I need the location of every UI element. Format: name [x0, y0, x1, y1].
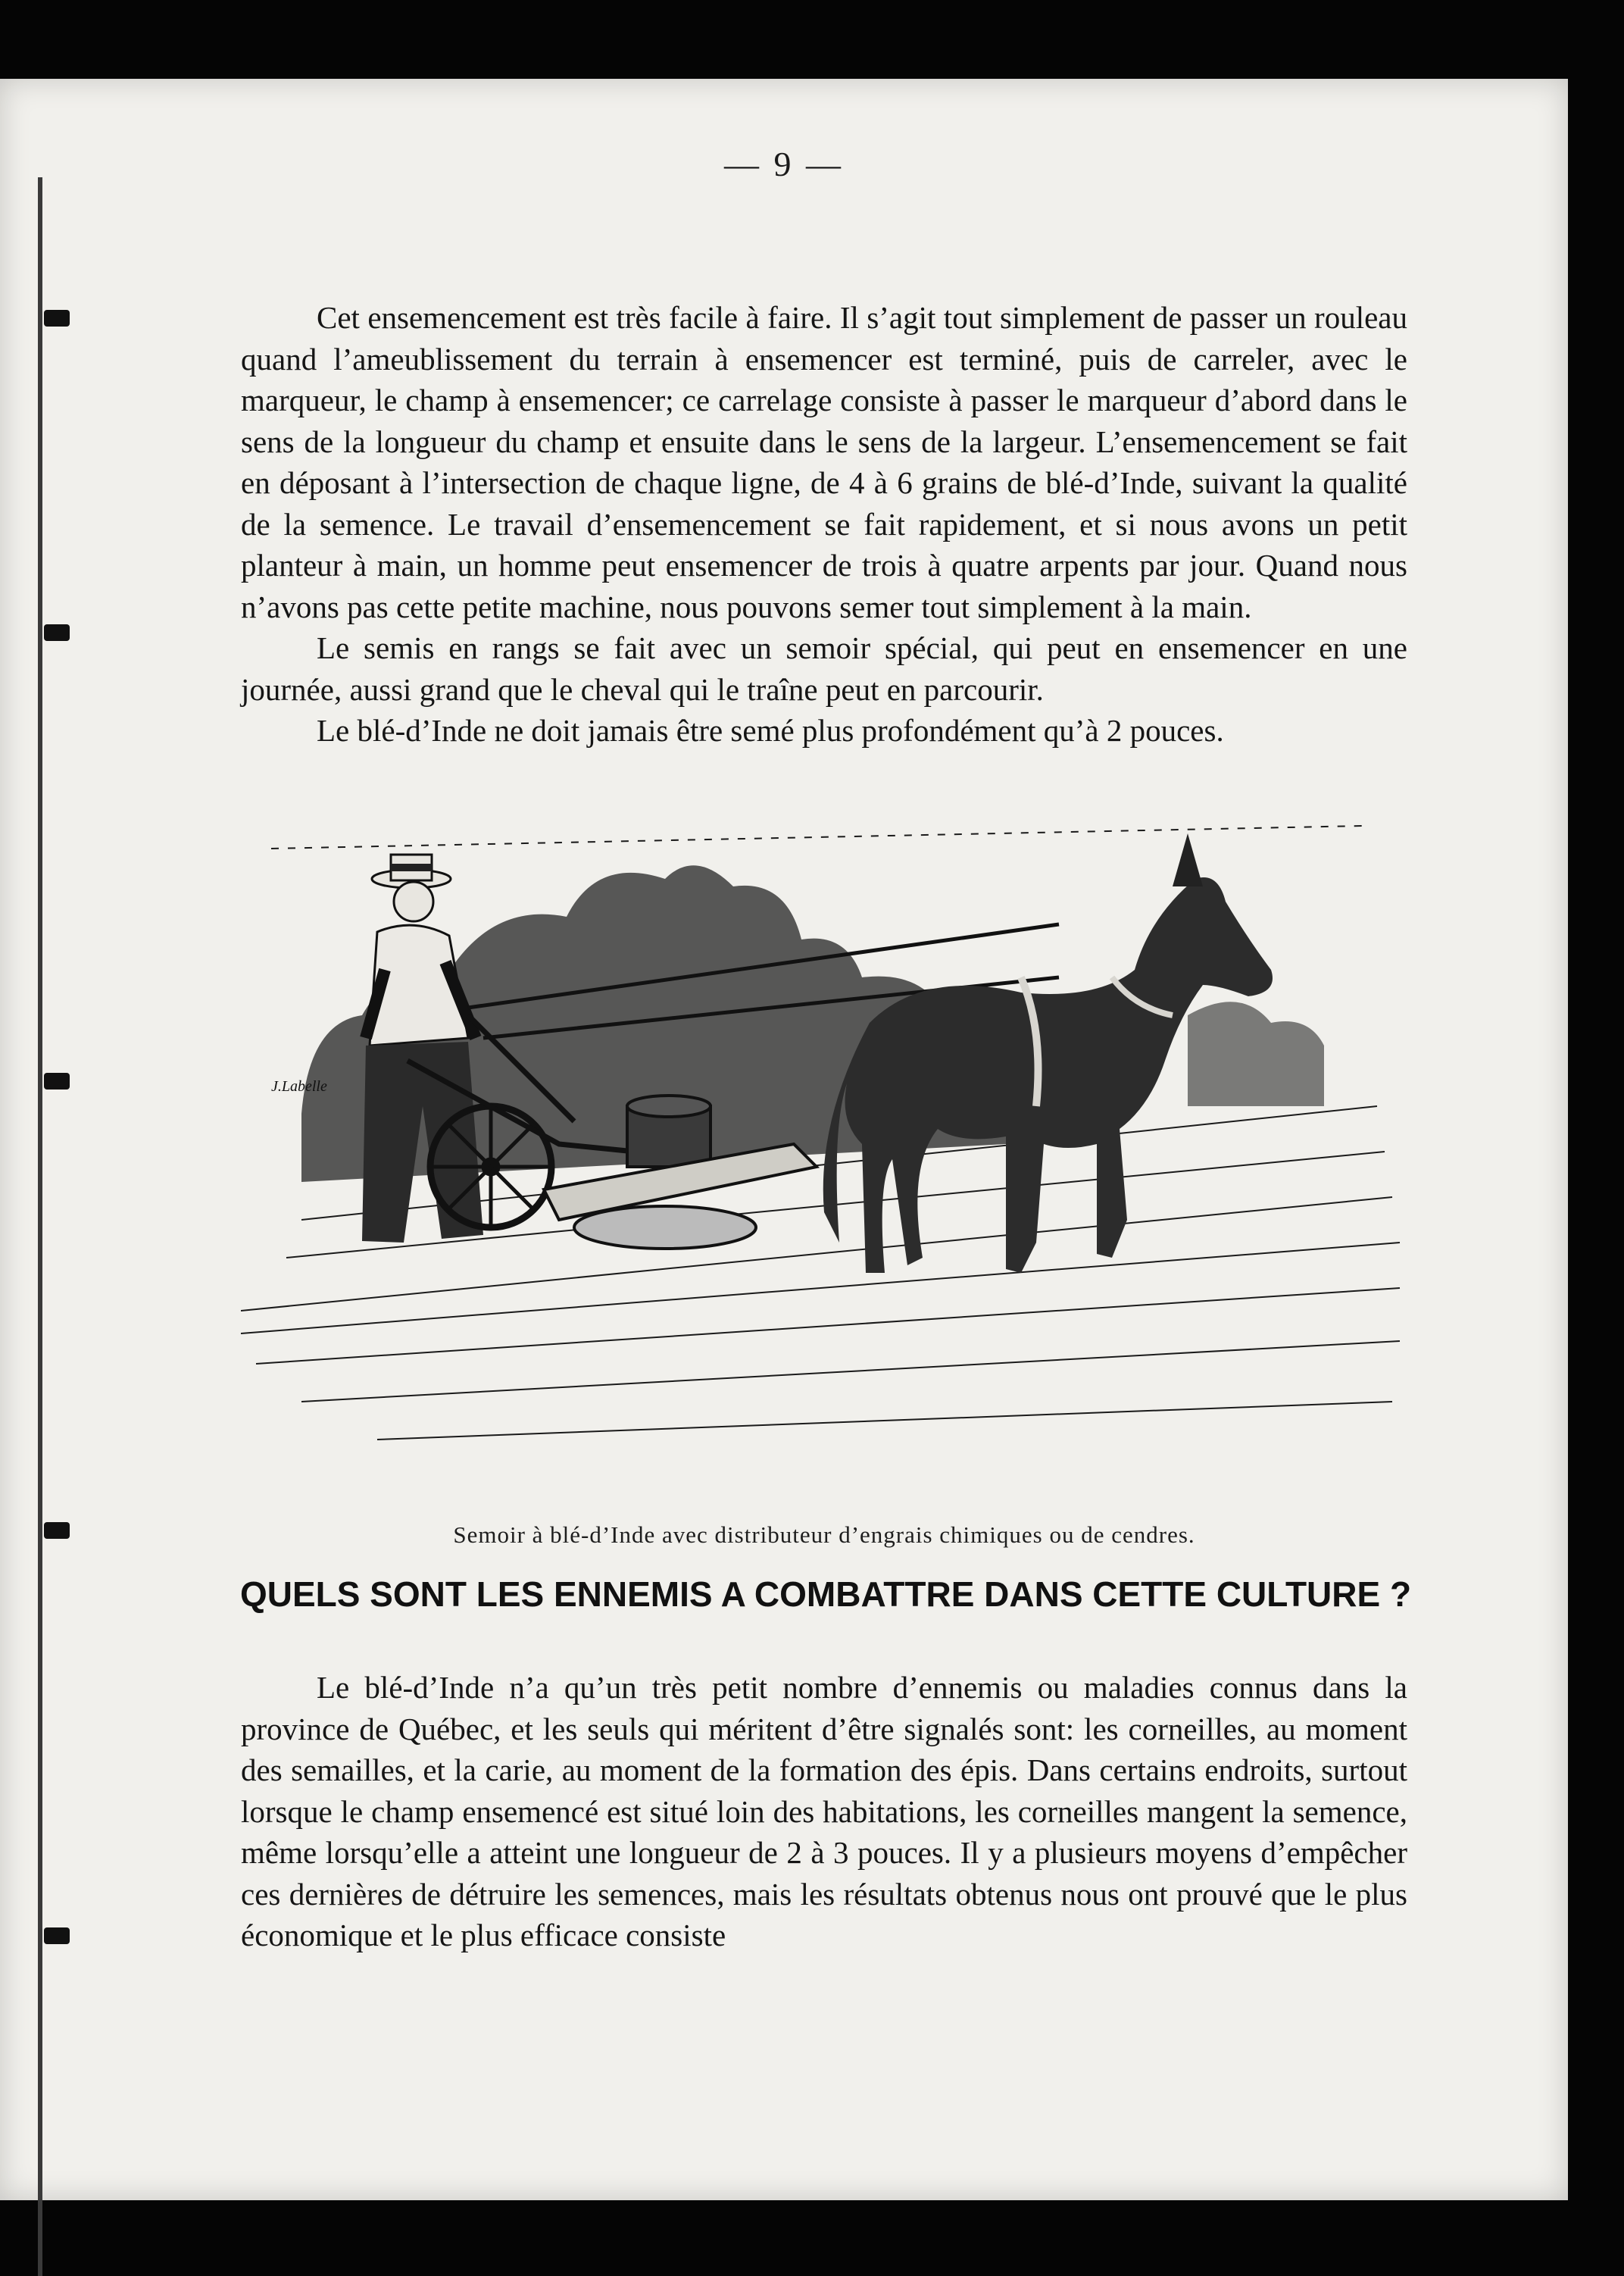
section-body [241, 1667, 1407, 1956]
binding-hole [44, 1522, 70, 1539]
paragraph-row-seeding: Le semis en rangs se fait avec un semoir spécial, qui peut en ensemencer en une journée, aussi grand que le cheval qui le traîne peut en parcourir. [241, 630, 1407, 707]
page-number: — 9 — [724, 145, 844, 183]
paragraph-enemies: Le blé-d’Inde n’a qu’un très petit nombre d’ennemis ou maladies connus dans la province de Québec, et les seuls qui méritent d’être signalés sont: les corneilles, au moment des semailles, et la carie, au moment de la formation des épis. Dans certains endroits, surtout lorsque le champ ensemencé est situé loin des habitations, les corneilles mangent la semence, même lorsqu’elle a atteint une longueur de 2 à 3 pouces. Il y a plusieurs moyens d’empêcher ces dernières de détruire les semences, mais les résultats obtenus nous ont prouvé que le plus économique et le plus efficace consiste [241, 1670, 1407, 1952]
paragraph-sowing: Cet ensemencement est très facile à faire. Il s’agit tout simplement de passer un rouleau quand l’ameublissement du terrain à ensemencer est terminé, puis de carreler, avec le marqueur, le champ à ensemencer; ce carrelage consiste à passer le marqueur d’abord dans le sens de la longueur du champ et ensuite dans le sens de la largeur. L’ensemencement se fait en déposant à l’intersection de chaque ligne, de 4 à 6 grains de blé-d’Inde, suivant la qualité de la semence. Le travail d’ensemencement se fait rapidement, et si nous avons un petit planteur à main, un homme peut ensemencer de trois à quatre arpents par jour. Quand nous n’avons pas cette petite machine, nous pouvons semer tout simplement à la main. [241, 300, 1407, 624]
binding-hole [44, 1927, 70, 1944]
figure-caption: Semoir à blé-d’Inde avec distributeur d’engrais chimiques ou de cendres. [453, 1521, 1195, 1548]
binding-hole [44, 310, 70, 327]
farmer [362, 855, 483, 1243]
binding-edge [38, 177, 64, 2276]
seeder-illustration [241, 788, 1407, 1500]
body-text [241, 297, 1407, 752]
illustration-signature: J.Labelle [271, 1078, 327, 1095]
binding-hole [44, 624, 70, 641]
section-heading: QUELS SONT LES ENNEMIS A COMBATTRE DANS CETTE CULTURE ? [239, 1574, 1412, 1614]
paragraph-depth: Le blé-d’Inde ne doit jamais être semé plus profondément qu’à 2 pouces. [317, 713, 1224, 748]
binding-hole [44, 1073, 70, 1090]
